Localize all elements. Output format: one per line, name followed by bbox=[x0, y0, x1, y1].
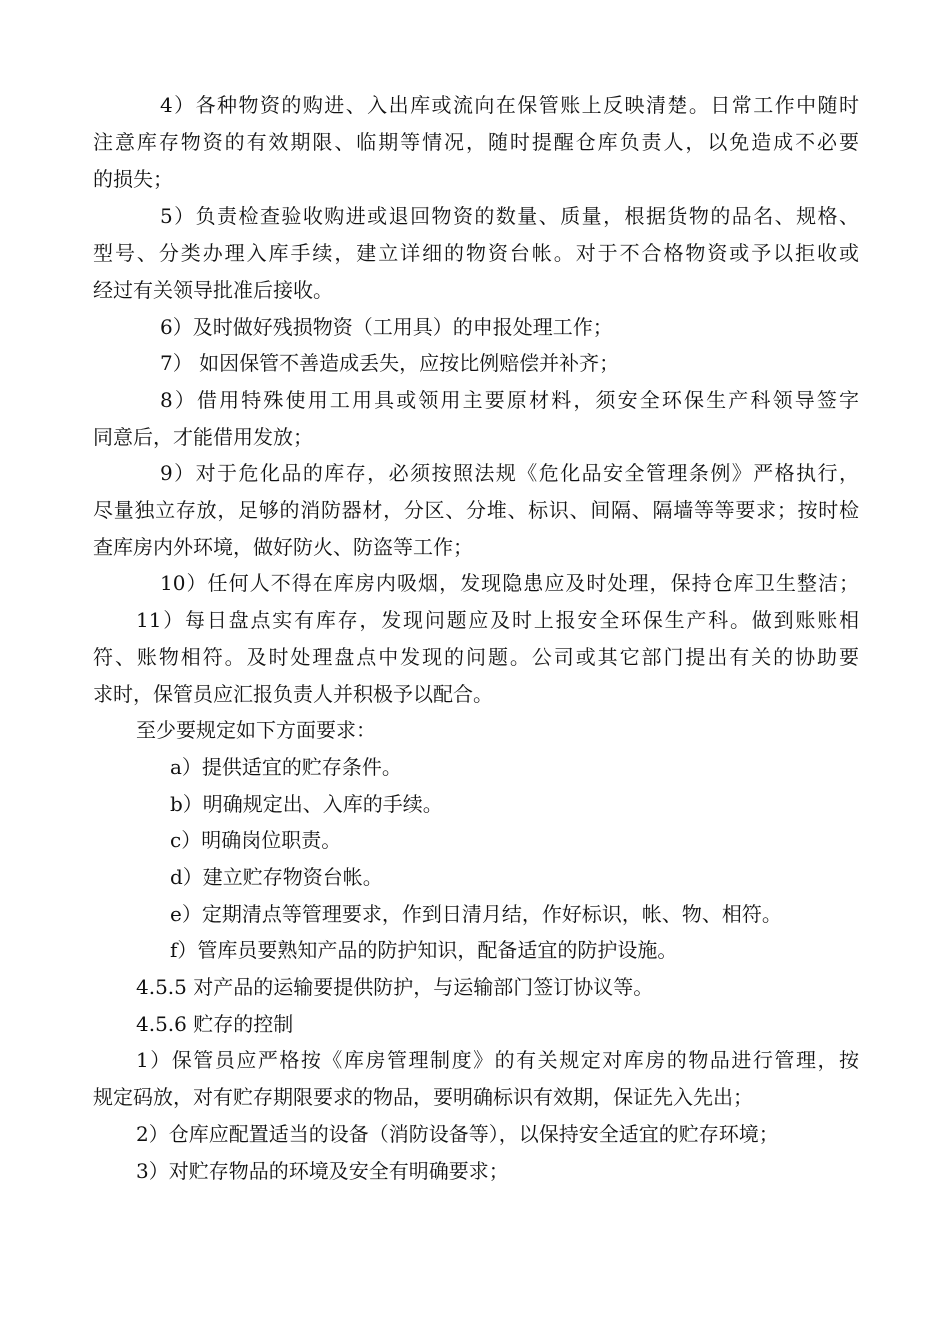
list-item: c）明确岗位职责。 bbox=[170, 828, 342, 852]
text-line: 规定码放，对有贮存期限要求的物品，要明确标识有效期，保证先入先出； bbox=[93, 1085, 753, 1109]
text-line: 查库房内外环境，做好防火、防盗等工作； bbox=[93, 535, 473, 559]
list-item: b）明确规定出、入库的手续。 bbox=[170, 792, 443, 816]
section-heading: 4.5.5 对产品的运输要提供防护，与运输部门签订协议等。 bbox=[136, 975, 654, 999]
text-line: 9）对于危化品的库存，必须按照法规《危化品安全管理条例》严格执行， bbox=[160, 461, 859, 485]
text-line: 7） 如因保管不善造成丢失，应按比例赔偿并补齐； bbox=[160, 351, 620, 375]
text-line: 10）任何人不得在库房内吸烟，发现隐患应及时处理，保持仓库卫生整洁； bbox=[160, 571, 859, 595]
text-line: 4）各种物资的购进、入出库或流向在保管账上反映清楚。日常工作中随时 bbox=[160, 93, 859, 117]
text-line: 尽量独立存放，足够的消防器材，分区、分堆、标识、间隔、隔墙等等要求；按时检 bbox=[93, 498, 859, 522]
text-line: 求时，保管员应汇报负责人并积极予以配合。 bbox=[93, 682, 493, 706]
list-item: f）管库员要熟知产品的防护知识，配备适宜的防护设施。 bbox=[170, 938, 678, 962]
text-line: 2）仓库应配置适当的设备（消防设备等），以保持安全适宜的贮存环境； bbox=[136, 1122, 779, 1146]
text-line: 5）负责检查验收购进或退回物资的数量、质量，根据货物的品名、规格、 bbox=[160, 204, 859, 228]
text-line: 符、账物相符。及时处理盘点中发现的问题。公司或其它部门提出有关的协助要 bbox=[93, 645, 859, 669]
list-item: e）定期清点等管理要求，作到日清月结，作好标识，帐、物、相符。 bbox=[170, 902, 782, 926]
text-line: 经过有关领导批准后接收。 bbox=[93, 278, 333, 302]
section-heading: 4.5.6 贮存的控制 bbox=[136, 1012, 294, 1036]
text-line: 3）对贮存物品的环境及安全有明确要求； bbox=[136, 1159, 509, 1183]
list-item: d）建立贮存物资台帐。 bbox=[170, 865, 383, 889]
text-line: 8）借用特殊使用工用具或领用主要原材料，须安全环保生产科领导签字 bbox=[160, 388, 859, 412]
text-line: 的损失； bbox=[93, 167, 173, 191]
text-line: 同意后，才能借用发放； bbox=[93, 425, 313, 449]
text-line: 至少要规定如下方面要求： bbox=[136, 718, 376, 742]
list-item: a）提供适宜的贮存条件。 bbox=[170, 755, 402, 779]
text-line: 注意库存物资的有效期限、临期等情况，随时提醒仓库负责人，以免造成不必要 bbox=[93, 130, 859, 154]
text-line: 型号、分类办理入库手续，建立详细的物资台帐。对于不合格物资或予以拒收或 bbox=[93, 241, 859, 265]
text-line: 6）及时做好残损物资（工用具）的申报处理工作； bbox=[160, 315, 613, 339]
text-line: 1）保管员应严格按《库房管理制度》的有关规定对库房的物品进行管理，按 bbox=[136, 1048, 859, 1072]
text-line: 11）每日盘点实有库存，发现问题应及时上报安全环保生产科。做到账账相 bbox=[136, 608, 859, 632]
